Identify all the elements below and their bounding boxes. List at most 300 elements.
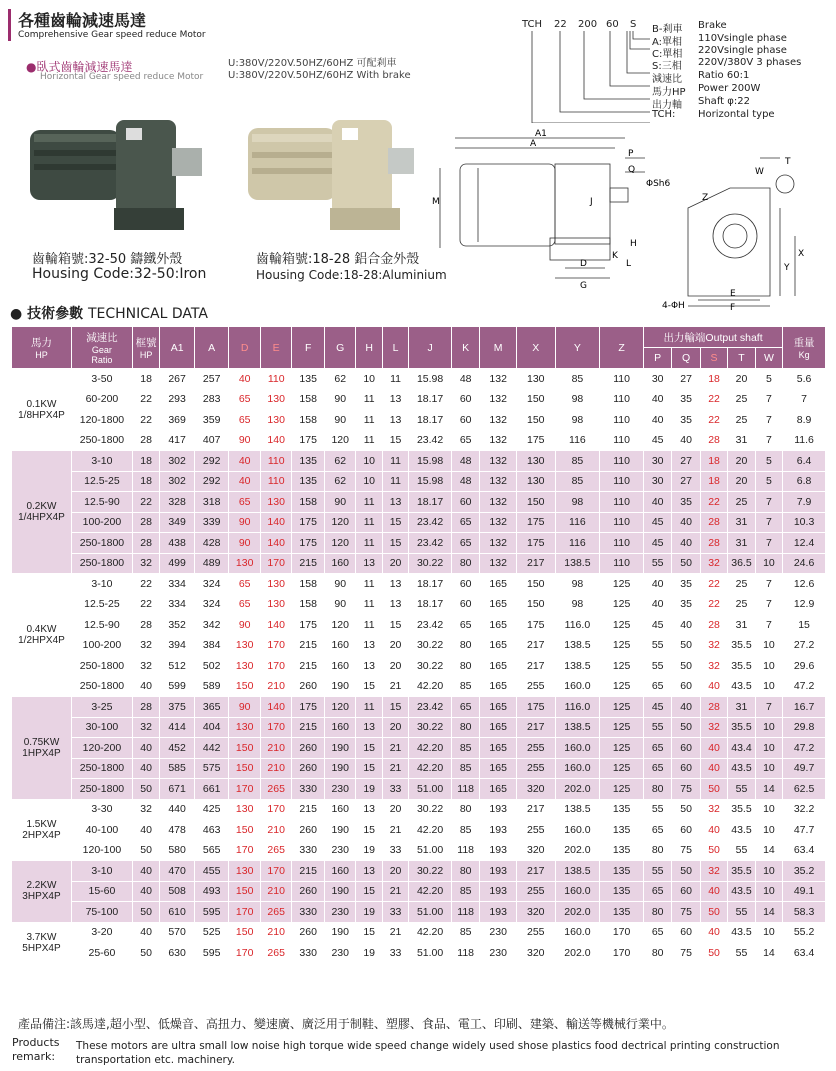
section-title-en: Horizontal Gear speed reduce Motor xyxy=(40,72,204,82)
table-cell: 45 xyxy=(643,697,671,718)
table-cell: 135 xyxy=(292,369,325,390)
hp-value: 1/2HPX4P xyxy=(18,635,65,646)
table-cell: 265 xyxy=(260,902,292,923)
table-cell: 90 xyxy=(324,594,356,615)
hp-cell xyxy=(12,451,72,574)
table-cell: 40 xyxy=(132,861,159,882)
table-cell: 417 xyxy=(160,430,195,451)
table-cell: 193 xyxy=(480,861,517,882)
col-header-shaft: 出力輸端Output shaft xyxy=(643,327,782,348)
table-cell: 85 xyxy=(451,738,479,759)
table-cell: 190 xyxy=(324,676,356,697)
table-cell: 65 xyxy=(229,410,261,431)
table-cell: 3-30 xyxy=(71,799,132,820)
table-cell: 160.0 xyxy=(555,738,600,759)
table-cell: 250-1800 xyxy=(71,779,132,800)
table-cell: 75 xyxy=(672,943,700,964)
table-cell: 3-10 xyxy=(71,861,132,882)
hp-value: 3HPX4P xyxy=(22,891,61,903)
table-cell: 125 xyxy=(600,635,644,656)
table-cell: 30.22 xyxy=(409,656,452,677)
table-cell: 51.00 xyxy=(409,840,452,861)
table-cell: 6.8 xyxy=(783,471,826,492)
table-cell: 31 xyxy=(728,615,755,636)
table-cell: 40 xyxy=(132,881,159,902)
table-cell: 442 xyxy=(194,738,229,759)
table-cell: 13 xyxy=(356,635,382,656)
table-cell: 10 xyxy=(356,451,382,472)
voltage-line-1: U:380V/220V.50HZ/60HZ 可配剎車 xyxy=(228,58,397,69)
table-cell: 13 xyxy=(382,574,408,595)
table-cell: 595 xyxy=(194,902,229,923)
table-cell: 165 xyxy=(480,676,517,697)
table-cell: 28 xyxy=(700,430,727,451)
table-cell: 90 xyxy=(229,697,261,718)
table-cell: 43.4 xyxy=(728,738,755,759)
table-cell: 13 xyxy=(382,410,408,431)
table-cell: 22 xyxy=(132,492,159,513)
code-value: Shaft φ:22 xyxy=(698,96,750,107)
table-cell: 250-1800 xyxy=(71,533,132,554)
table-row xyxy=(12,697,826,718)
table-cell: 11 xyxy=(356,410,382,431)
table-cell: 250-1800 xyxy=(71,430,132,451)
code-leader-lines xyxy=(522,31,657,123)
table-cell: 43.5 xyxy=(728,881,755,902)
table-cell: 85 xyxy=(451,676,479,697)
col-header: D xyxy=(229,327,261,369)
table-cell: 330 xyxy=(292,943,325,964)
table-cell: 230 xyxy=(324,840,356,861)
table-cell: 12.5-25 xyxy=(71,594,132,615)
table-cell: 330 xyxy=(292,779,325,800)
table-cell: 158 xyxy=(292,594,325,615)
table-cell: 32 xyxy=(700,656,727,677)
dim-label: G xyxy=(580,281,587,291)
dim-label: H xyxy=(630,239,637,249)
hp-cell xyxy=(12,574,72,697)
table-cell: 35 xyxy=(672,574,700,595)
table-cell: 130 xyxy=(229,861,261,882)
table-cell: 170 xyxy=(229,779,261,800)
table-cell: 98 xyxy=(555,492,600,513)
table-cell: 13 xyxy=(382,389,408,410)
table-cell: 22 xyxy=(700,389,727,410)
table-cell: 7 xyxy=(755,492,782,513)
table-cell: 265 xyxy=(260,840,292,861)
table-cell: 85 xyxy=(451,922,479,943)
table-cell: 585 xyxy=(160,758,195,779)
code-part: TCH xyxy=(522,19,543,30)
table-cell: 255 xyxy=(516,922,555,943)
table-cell: 15 xyxy=(356,676,382,697)
dim-label: A xyxy=(530,139,537,149)
table-cell: 63.4 xyxy=(783,943,826,964)
table-cell: 671 xyxy=(160,779,195,800)
table-cell: 11 xyxy=(356,533,382,554)
table-cell: 30.22 xyxy=(409,635,452,656)
table-cell: 175 xyxy=(292,615,325,636)
table-cell: 21 xyxy=(382,738,408,759)
aluminium-caption-cn: 齒輪箱號:18-28 鋁合金外殼 xyxy=(256,252,420,267)
table-cell: 60 xyxy=(672,881,700,902)
table-cell: 18.17 xyxy=(409,410,452,431)
table-cell: 20 xyxy=(382,861,408,882)
table-row xyxy=(12,902,826,923)
table-cell: 85 xyxy=(555,369,600,390)
table-cell: 65 xyxy=(451,697,479,718)
table-cell: 13 xyxy=(382,594,408,615)
table-row xyxy=(12,594,826,615)
table-cell: 160.0 xyxy=(555,758,600,779)
table-cell: 320 xyxy=(516,943,555,964)
table-cell: 65 xyxy=(643,881,671,902)
table-cell: 120-1800 xyxy=(71,410,132,431)
table-cell: 62 xyxy=(324,451,356,472)
table-cell: 45 xyxy=(643,430,671,451)
table-cell: 175 xyxy=(516,533,555,554)
table-cell: 24.6 xyxy=(783,553,826,574)
table-row xyxy=(12,512,826,533)
table-cell: 33 xyxy=(382,779,408,800)
code-label: 減速比 xyxy=(652,74,682,85)
tech-title-en: TECHNICAL DATA xyxy=(87,306,208,322)
table-cell: 14 xyxy=(755,840,782,861)
table-cell: 32 xyxy=(132,553,159,574)
table-cell: 60 xyxy=(672,738,700,759)
table-cell: 324 xyxy=(194,574,229,595)
table-cell: 170 xyxy=(260,799,292,820)
table-cell: 334 xyxy=(160,574,195,595)
model-code-legend xyxy=(522,17,822,122)
dim-label: P xyxy=(628,149,634,159)
table-cell: 22 xyxy=(700,410,727,431)
table-cell: 193 xyxy=(480,881,517,902)
table-cell: 265 xyxy=(260,779,292,800)
table-cell: 110 xyxy=(600,471,644,492)
table-cell: 85 xyxy=(555,451,600,472)
table-cell: 40 xyxy=(132,820,159,841)
tech-title: ● 技術參數 TECHNICAL DATA xyxy=(10,306,208,322)
table-cell: 110 xyxy=(600,369,644,390)
table-cell: 21 xyxy=(382,820,408,841)
col-header: S xyxy=(700,348,727,369)
table-cell: 23.42 xyxy=(409,430,452,451)
table-cell: 190 xyxy=(324,922,356,943)
table-cell: 40 xyxy=(672,533,700,554)
table-cell: 12.5-25 xyxy=(71,471,132,492)
table-cell: 20 xyxy=(728,369,755,390)
table-cell: 150 xyxy=(516,492,555,513)
table-row xyxy=(12,635,826,656)
col-header: H xyxy=(356,327,382,369)
hp-value: 1/8HPX4P xyxy=(18,409,65,421)
table-row xyxy=(12,840,826,861)
table-cell: 125 xyxy=(600,656,644,677)
table-cell: 215 xyxy=(292,553,325,574)
table-cell: 132 xyxy=(480,492,517,513)
table-cell: 18 xyxy=(700,369,727,390)
table-cell: 125 xyxy=(600,717,644,738)
table-cell: 160.0 xyxy=(555,676,600,697)
table-cell: 15 xyxy=(356,758,382,779)
table-cell: 35 xyxy=(672,492,700,513)
table-cell: 18.17 xyxy=(409,492,452,513)
table-cell: 150 xyxy=(229,738,261,759)
table-cell: 7 xyxy=(755,430,782,451)
table-row xyxy=(12,799,826,820)
table-cell: 210 xyxy=(260,820,292,841)
table-cell: 160 xyxy=(324,799,356,820)
table-cell: 292 xyxy=(194,451,229,472)
table-row xyxy=(12,738,826,759)
table-cell: 150 xyxy=(516,410,555,431)
table-cell: 190 xyxy=(324,820,356,841)
dim-label: E xyxy=(730,289,736,299)
table-cell: 80 xyxy=(451,635,479,656)
table-cell: 12.4 xyxy=(783,533,826,554)
table-row xyxy=(12,471,826,492)
table-cell: 339 xyxy=(194,512,229,533)
table-cell: 11 xyxy=(356,594,382,615)
table-cell: 85 xyxy=(555,471,600,492)
table-cell: 32 xyxy=(700,553,727,574)
table-cell: 440 xyxy=(160,799,195,820)
table-cell: 45 xyxy=(643,512,671,533)
table-cell: 65 xyxy=(643,676,671,697)
table-cell: 23.42 xyxy=(409,533,452,554)
table-cell: 65 xyxy=(451,615,479,636)
table-cell: 138.5 xyxy=(555,656,600,677)
table-cell: 98 xyxy=(555,594,600,615)
table-cell: 320 xyxy=(516,902,555,923)
table-row xyxy=(12,389,826,410)
table-cell: 150 xyxy=(516,594,555,615)
table-cell: 48 xyxy=(451,471,479,492)
table-cell: 120 xyxy=(324,430,356,451)
table-cell: 260 xyxy=(292,881,325,902)
table-cell: 21 xyxy=(382,922,408,943)
table-cell: 165 xyxy=(480,717,517,738)
code-label: B-剎車 xyxy=(652,24,683,35)
table-cell: 42.20 xyxy=(409,820,452,841)
table-cell: 165 xyxy=(480,697,517,718)
table-cell: 580 xyxy=(160,840,195,861)
table-cell: 110 xyxy=(260,451,292,472)
table-cell: 425 xyxy=(194,799,229,820)
table-cell: 18.17 xyxy=(409,574,452,595)
table-cell: 3-10 xyxy=(71,574,132,595)
table-cell: 90 xyxy=(229,430,261,451)
table-cell: 42.20 xyxy=(409,922,452,943)
code-value: 110Vsingle phase xyxy=(698,33,787,44)
bullet-icon: ● xyxy=(26,60,37,74)
table-cell: 19 xyxy=(356,779,382,800)
table-cell: 40 xyxy=(132,676,159,697)
table-cell: 98 xyxy=(555,574,600,595)
table-cell: 15 xyxy=(382,533,408,554)
table-cell: 75-100 xyxy=(71,902,132,923)
table-cell: 630 xyxy=(160,943,195,964)
table-cell: 5 xyxy=(755,369,782,390)
table-cell: 31 xyxy=(728,430,755,451)
code-value: 220V/380V 3 phases xyxy=(698,57,802,68)
table-cell: 215 xyxy=(292,635,325,656)
code-label: S:三相 xyxy=(652,61,682,72)
table-cell: 217 xyxy=(516,656,555,677)
table-cell: 60 xyxy=(451,574,479,595)
table-cell: 110 xyxy=(600,533,644,554)
table-cell: 438 xyxy=(160,533,195,554)
table-cell: 230 xyxy=(324,779,356,800)
table-cell: 75 xyxy=(672,779,700,800)
table-cell: 150 xyxy=(229,676,261,697)
table-cell: 455 xyxy=(194,861,229,882)
table-cell: 160 xyxy=(324,635,356,656)
dim-label: Y xyxy=(784,263,790,273)
table-cell: 414 xyxy=(160,717,195,738)
table-cell: 255 xyxy=(516,738,555,759)
table-cell: 170 xyxy=(600,943,644,964)
table-cell: 13 xyxy=(356,717,382,738)
dim-label: X xyxy=(798,249,805,259)
table-cell: 160 xyxy=(324,553,356,574)
table-cell: 85 xyxy=(451,758,479,779)
table-cell: 50 xyxy=(700,902,727,923)
table-cell: 265 xyxy=(260,943,292,964)
section-title-cn: 臥式齒輪減速馬達 xyxy=(36,60,133,74)
table-row xyxy=(12,492,826,513)
table-cell: 5 xyxy=(755,451,782,472)
table-cell: 202.0 xyxy=(555,779,600,800)
table-cell: 175 xyxy=(292,533,325,554)
col-header-frame: 框號 HP xyxy=(132,327,159,369)
table-cell: 132 xyxy=(480,410,517,431)
hp-value: 1/4HPX4P xyxy=(18,512,65,523)
table-cell: 13 xyxy=(356,799,382,820)
table-cell: 11 xyxy=(356,492,382,513)
table-cell: 10 xyxy=(755,676,782,697)
col-header: L xyxy=(382,327,408,369)
hp-kw: 0.2KW xyxy=(26,501,57,512)
table-row xyxy=(12,717,826,738)
table-cell: 170 xyxy=(600,922,644,943)
table-cell: 40 xyxy=(700,922,727,943)
table-cell: 15 xyxy=(356,738,382,759)
table-cell: 90 xyxy=(229,615,261,636)
table-cell: 10 xyxy=(755,717,782,738)
table-cell: 7 xyxy=(755,574,782,595)
table-row xyxy=(12,533,826,554)
col-header: F xyxy=(292,327,325,369)
table-cell: 508 xyxy=(160,881,195,902)
table-cell: 50 xyxy=(672,553,700,574)
table-cell: 80 xyxy=(643,840,671,861)
table-cell: 65 xyxy=(643,758,671,779)
table-cell: 65 xyxy=(229,574,261,595)
iron-caption-cn: 齒輪箱號:32-50 鑄鐵外殼 xyxy=(32,252,183,267)
table-cell: 40 xyxy=(700,738,727,759)
table-row xyxy=(12,369,826,390)
table-cell: 150 xyxy=(229,922,261,943)
table-cell: 138.5 xyxy=(555,861,600,882)
col-header: W xyxy=(755,348,782,369)
table-cell: 40 xyxy=(700,820,727,841)
table-cell: 40 xyxy=(672,512,700,533)
table-cell: 116 xyxy=(555,533,600,554)
dim-label: M xyxy=(432,197,440,207)
table-cell: 60 xyxy=(672,922,700,943)
table-cell: 215 xyxy=(292,717,325,738)
table-cell: 12.5-90 xyxy=(71,492,132,513)
table-cell: 21 xyxy=(382,881,408,902)
hp-kw: 0.1KW xyxy=(26,398,57,410)
table-cell: 10 xyxy=(356,471,382,492)
table-cell: 50 xyxy=(700,943,727,964)
table-cell: 28 xyxy=(132,697,159,718)
code-label: 出力軸 xyxy=(652,100,682,111)
col-header-ratio: 減速比 Gear Ratio xyxy=(71,327,132,369)
table-cell: 28 xyxy=(132,533,159,554)
dim-label: A1 xyxy=(535,129,547,139)
table-cell: 7 xyxy=(755,697,782,718)
table-cell: 120-200 xyxy=(71,738,132,759)
table-cell: 125 xyxy=(600,574,644,595)
table-cell: 575 xyxy=(194,758,229,779)
table-cell: 27.2 xyxy=(783,635,826,656)
table-cell: 63.4 xyxy=(783,840,826,861)
table-cell: 230 xyxy=(324,902,356,923)
dim-label: 4-ΦH xyxy=(662,301,685,311)
table-cell: 217 xyxy=(516,799,555,820)
table-cell: 210 xyxy=(260,738,292,759)
table-cell: 80 xyxy=(451,717,479,738)
table-cell: 3-20 xyxy=(71,922,132,943)
table-cell: 18 xyxy=(700,471,727,492)
table-cell: 80 xyxy=(451,861,479,882)
table-cell: 47.2 xyxy=(783,738,826,759)
table-cell: 55 xyxy=(643,553,671,574)
table-cell: 11 xyxy=(356,697,382,718)
table-cell: 55 xyxy=(643,861,671,882)
table-row xyxy=(12,430,826,451)
table-cell: 40 xyxy=(643,574,671,595)
table-cell: 470 xyxy=(160,861,195,882)
table-cell: 42.20 xyxy=(409,676,452,697)
table-cell: 250-1800 xyxy=(71,758,132,779)
table-cell: 40 xyxy=(229,471,261,492)
table-cell: 215 xyxy=(292,861,325,882)
table-cell: 217 xyxy=(516,635,555,656)
table-cell: 23.42 xyxy=(409,615,452,636)
table-cell: 170 xyxy=(229,902,261,923)
table-cell: 30.22 xyxy=(409,861,452,882)
table-cell: 130 xyxy=(516,451,555,472)
table-cell: 15 xyxy=(382,430,408,451)
table-cell: 349 xyxy=(160,512,195,533)
table-cell: 22 xyxy=(700,492,727,513)
table-cell: 257 xyxy=(194,369,229,390)
table-row xyxy=(12,922,826,943)
table-cell: 110 xyxy=(600,492,644,513)
table-cell: 28 xyxy=(700,615,727,636)
col-header: P xyxy=(643,348,671,369)
table-cell: 30 xyxy=(643,471,671,492)
table-cell: 292 xyxy=(194,471,229,492)
table-cell: 140 xyxy=(260,533,292,554)
table-cell: 15 xyxy=(356,881,382,902)
table-cell: 110 xyxy=(600,410,644,431)
